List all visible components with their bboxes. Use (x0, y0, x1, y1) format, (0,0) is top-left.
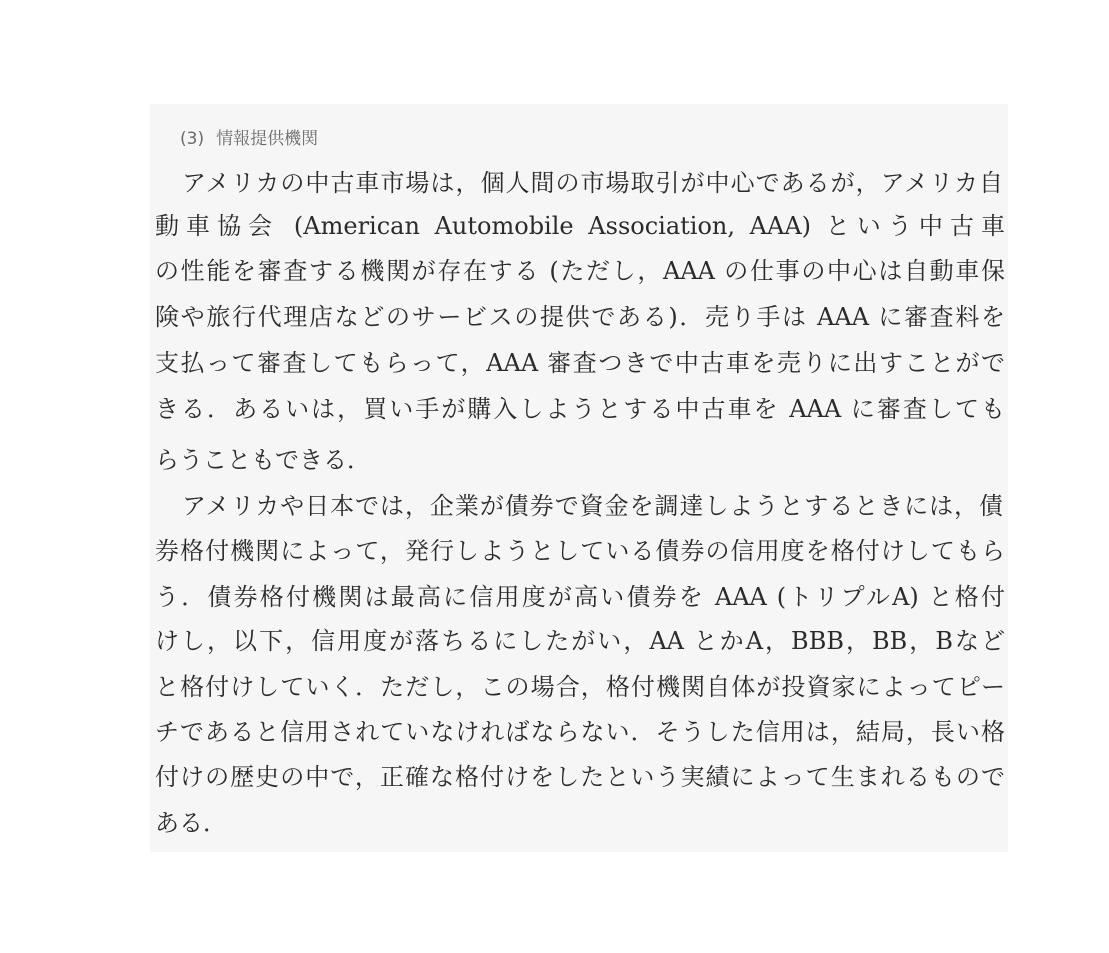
section-number: (3) (180, 129, 205, 149)
section-title: 情報提供機関 (216, 129, 319, 149)
paragraph-2-line-3: う．債券格付機関は最高に信用度が高い債券を AAA (トリプルA) と格付 (155, 583, 1005, 611)
paragraph-1-line-5: 支払って審査してもらって，AAA 審査つきで中古車を売りに出すことがで (155, 349, 1005, 377)
section-heading (180, 124, 318, 149)
paragraph-1-line-1: アメリカの中古車市場は，個人間の市場取引が中心であるが，アメリカ自 (182, 169, 1003, 197)
paragraph-2-line-8: ある． (155, 809, 227, 837)
paragraph-1-line-7: らうこともできる． (155, 446, 371, 474)
paragraph-1-line-4: 険や旅行代理店などのサービスの提供である)．売り手は AAA に審査料を (155, 303, 1005, 331)
paragraph-2-line-5: と格付けしていく．ただし，この場合，格付機関自体が投資家によってピー (155, 673, 1005, 701)
paragraph-1-line-2: 動車協会 (American Automobile Association, AAA) という中古車 (155, 212, 1005, 240)
paragraph-2-line-4: けし，以下，信用度が落ちるにしたがい，AA とかA，BBB，BB，Bなど (155, 627, 1005, 655)
paragraph-2-line-1: アメリカや日本では，企業が債券で資金を調達しようとするときには，債 (182, 492, 1003, 520)
paragraph-2-line-6: チであると信用されていなければならない．そうした信用は，結局，長い格 (155, 718, 1005, 746)
paragraph-2-line-7: 付けの歴史の中で，正確な格付けをしたという実績によって生まれるもので (155, 763, 1005, 791)
paragraph-1-line-6: きる．あるいは，買い手が購入しようとする中古車を AAA に審査しても (155, 395, 1005, 423)
paragraph-2-line-2: 券格付機関によって，発行しようとしている債券の信用度を格付けしてもら (155, 537, 1005, 565)
paragraph-1-line-3: の性能を審査する機関が存在する (ただし，AAA の仕事の中心は自動車保 (155, 257, 1005, 285)
